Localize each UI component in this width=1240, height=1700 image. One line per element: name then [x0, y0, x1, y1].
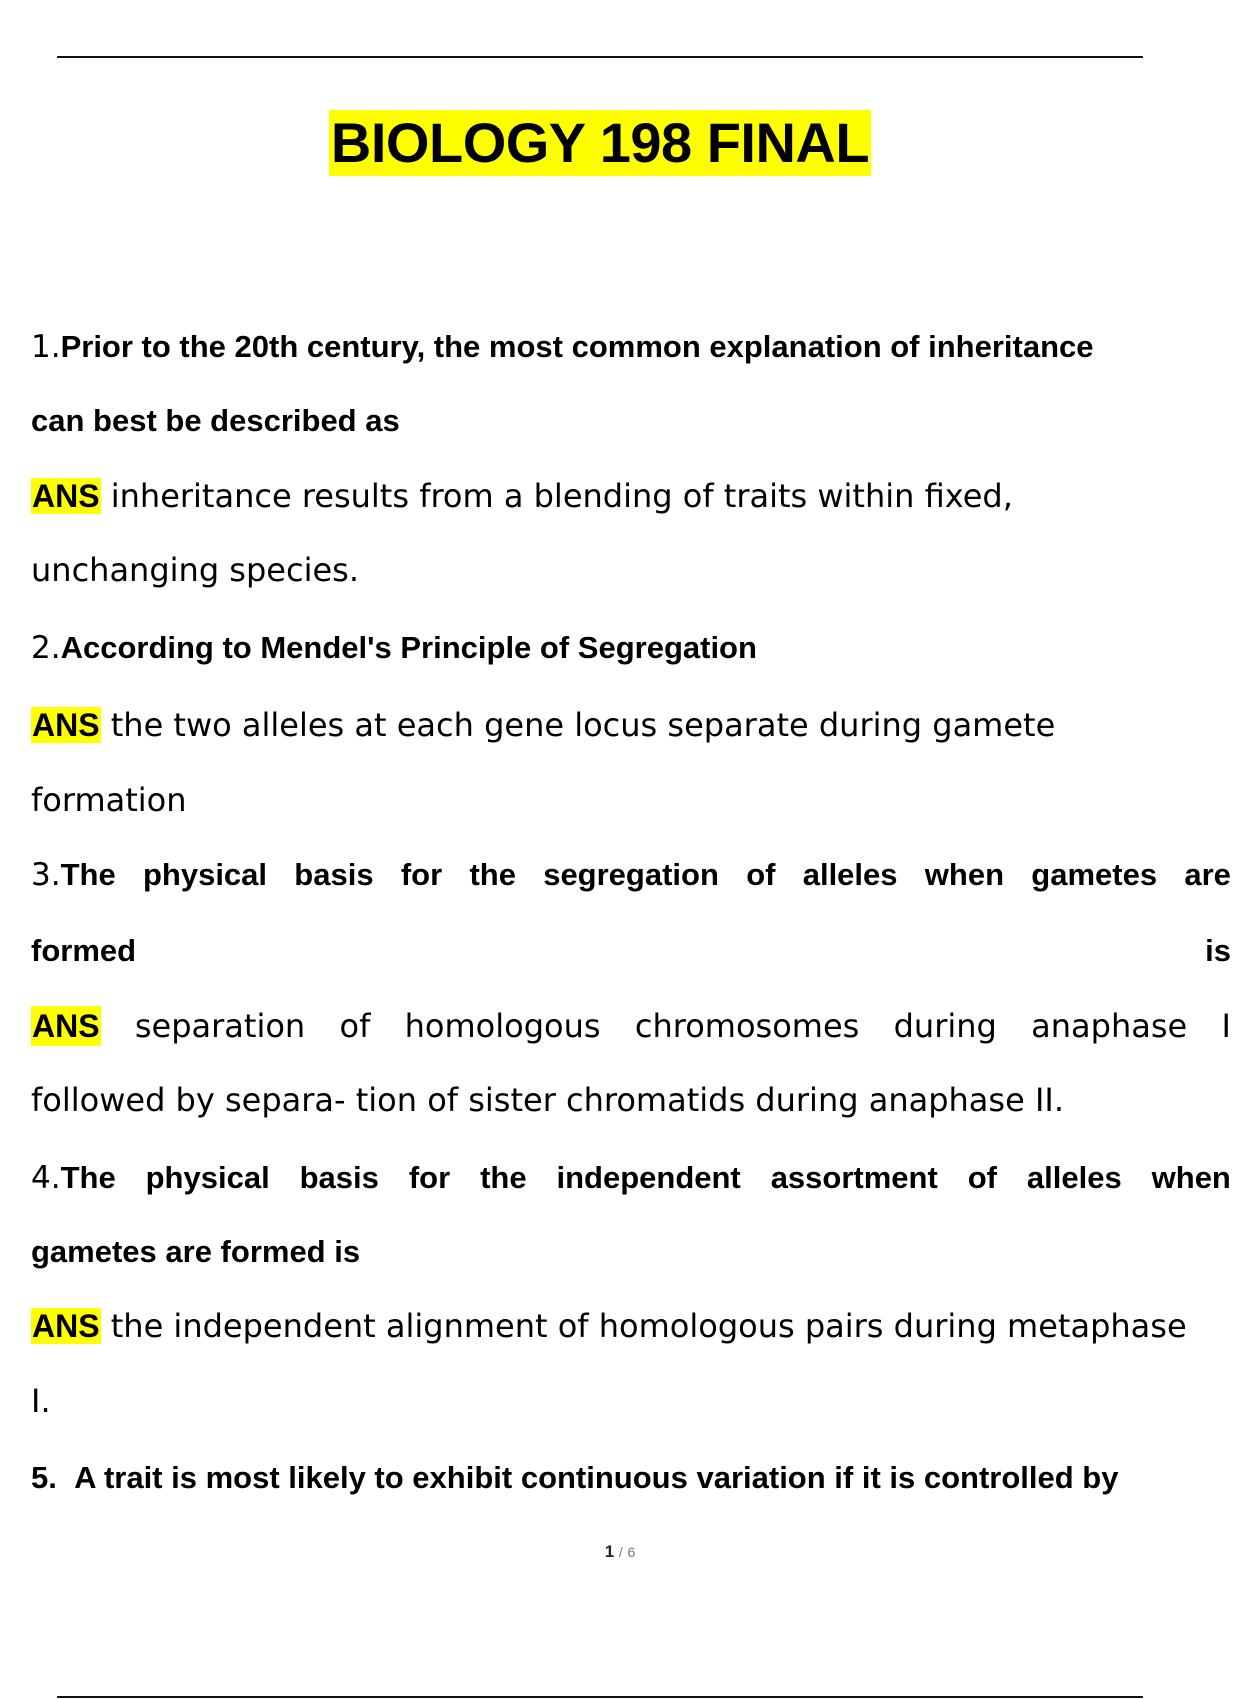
question-word: basis	[294, 857, 374, 892]
answer-4	[31, 1306, 1187, 1346]
question-word: gametes	[1031, 857, 1158, 892]
question-word: basis	[299, 1160, 379, 1195]
answer-word: during	[893, 1007, 997, 1045]
ans-label: ANS	[32, 478, 100, 514]
question-word: the	[480, 1160, 527, 1195]
question-number: 3.	[31, 857, 61, 893]
question-word: segregation	[543, 857, 719, 892]
question-word: alleles	[802, 857, 898, 892]
answer-word: of	[339, 1007, 371, 1045]
question-word: The	[60, 1160, 116, 1195]
title-container	[0, 110, 1200, 176]
page-indicator	[0, 1542, 1240, 1562]
question-text: According to Mendel's Principle of Segregation	[60, 630, 757, 665]
question-word: of	[967, 1160, 997, 1195]
question-word: when	[1151, 1160, 1231, 1195]
answer-1-continued: unchanging species.	[31, 551, 359, 589]
bottom-rule	[57, 1696, 1143, 1698]
answer-text: the independent alignment of homologous pairs during metaphase	[110, 1307, 1187, 1345]
question-text: Prior to the 20th century, the most common explanation of inheritance	[60, 329, 1094, 364]
top-rule	[57, 56, 1143, 58]
question-word: is	[1205, 933, 1231, 968]
question-word: physical	[142, 857, 268, 892]
question-word: physical	[145, 1160, 270, 1195]
answer-word: anaphase	[1031, 1007, 1188, 1045]
question-word: assortment	[770, 1160, 938, 1195]
answer-word: I	[1221, 1007, 1231, 1045]
question-text: A trait is most likely to exhibit continuous variation if it is controlled by	[74, 1460, 1119, 1495]
question-word: are	[1184, 857, 1231, 892]
question-1	[31, 327, 1094, 367]
question-4-continued: gametes are formed is	[31, 1234, 361, 1269]
question-word: alleles	[1026, 1160, 1122, 1195]
answer-3	[31, 1006, 1231, 1046]
question-3-continued	[31, 931, 1231, 971]
answer-2	[31, 705, 1055, 745]
question-1-continued: can best be described as	[31, 403, 400, 438]
question-number: 5.	[31, 1460, 57, 1495]
answer-text: the two alleles at each gene locus separate during gamete	[110, 706, 1056, 744]
answer-text: inheritance results from a blending of traits within fixed,	[110, 477, 1013, 515]
question-2	[31, 628, 757, 668]
ans-label: ANS	[32, 1008, 100, 1044]
current-page: 1	[604, 1542, 615, 1561]
question-word: of	[746, 857, 776, 892]
answer-word: homologous	[404, 1007, 601, 1045]
question-word: The	[60, 857, 116, 892]
question-word: for	[400, 857, 443, 892]
question-word: formed	[31, 933, 137, 968]
answer-2-continued: formation	[31, 781, 187, 819]
question-3	[31, 855, 1231, 895]
question-word: when	[924, 857, 1005, 892]
ans-label: ANS	[32, 1308, 100, 1344]
question-word: the	[469, 857, 516, 892]
question-5	[31, 1458, 1118, 1498]
question-word: for	[408, 1160, 451, 1195]
answer-4-continued: I.	[31, 1382, 51, 1420]
question-4-line-1-group	[31, 1158, 116, 1198]
document-title: BIOLOGY 198 FINAL	[330, 111, 870, 174]
total-pages: 6	[627, 1544, 636, 1560]
question-number: 1.	[31, 329, 61, 365]
question-number: 2.	[31, 630, 61, 666]
question-3-line-1-group	[31, 855, 116, 895]
question-4	[31, 1158, 1231, 1198]
question-word: independent	[556, 1160, 741, 1195]
page-separator: /	[618, 1544, 623, 1560]
answer-word: separation	[134, 1007, 306, 1045]
question-number: 4.	[31, 1160, 61, 1196]
ans-label: ANS	[32, 707, 100, 743]
answer-1	[31, 476, 1013, 516]
answer-word: chromosomes	[634, 1007, 860, 1045]
answer-3-continued: followed by separa- tion of sister chromatids during anaphase II.	[31, 1081, 1064, 1119]
